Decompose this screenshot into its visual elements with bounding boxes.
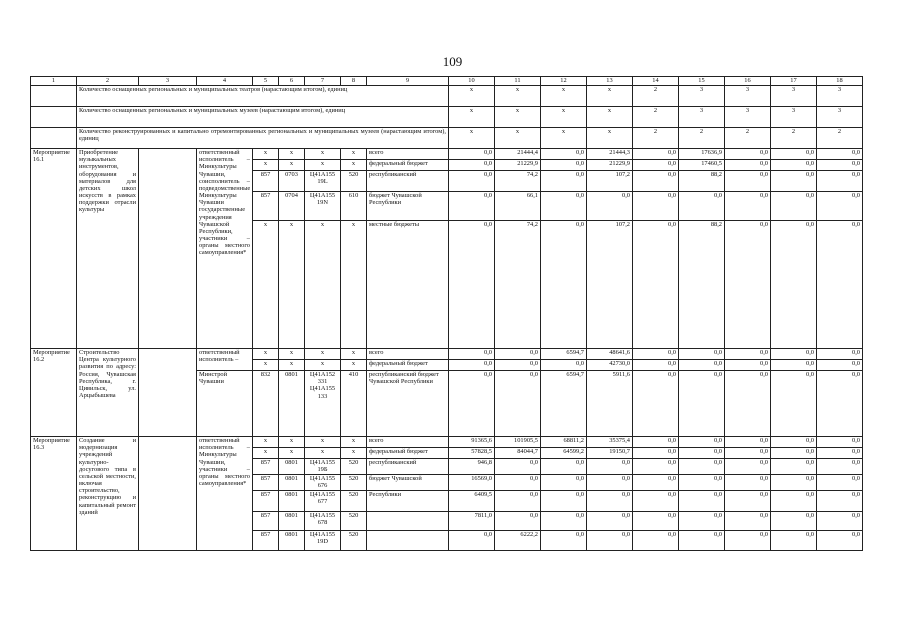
amount-cell: 0,0 — [541, 475, 587, 491]
amount-cell: 0,0 — [725, 531, 771, 551]
amount-cell: 0,0 — [541, 360, 587, 371]
amount-cell: 17460,5 — [679, 160, 725, 171]
amount-cell: 0,0 — [633, 160, 679, 171]
code-type: x — [341, 160, 367, 171]
indicator-value: 3 — [679, 86, 725, 107]
indicator-value: x — [541, 107, 587, 128]
indicator-value: x — [541, 86, 587, 107]
code-target: Ц41А155 676 — [305, 475, 341, 491]
table-cell — [139, 149, 197, 349]
measure-name: Приобретение музыкальных инструментов, оборудования и материалов для детских школ искусств в рамках поддержки отрасли культуры — [77, 149, 139, 349]
funding-source — [367, 531, 449, 551]
code-target: x — [305, 448, 341, 459]
header-cell: 13 — [587, 77, 633, 86]
header-cell: 15 — [679, 77, 725, 86]
code-target: Ц41А155 19L — [305, 171, 341, 192]
funding-source: всего — [367, 349, 449, 360]
indicator-value: 2 — [633, 128, 679, 149]
amount-cell: 0,0 — [771, 349, 817, 360]
code-target: x — [305, 360, 341, 371]
amount-cell: 0,0 — [633, 512, 679, 531]
amount-cell: 0,0 — [725, 192, 771, 221]
amount-cell: 0,0 — [771, 491, 817, 512]
funding-source: федеральный бюджет — [367, 160, 449, 171]
amount-cell: 0,0 — [725, 160, 771, 171]
code-grbs: 857 — [253, 475, 279, 491]
amount-cell: 0,0 — [817, 371, 863, 437]
amount-cell: 0,0 — [817, 149, 863, 160]
amount-cell: 0,0 — [679, 475, 725, 491]
indicator-row — [31, 128, 863, 149]
header-cell: 1 — [31, 77, 77, 86]
page-number: 109 — [442, 54, 463, 69]
code-target: Ц41А155 678 — [305, 512, 341, 531]
code-grbs: 857 — [253, 459, 279, 475]
measure-row — [31, 349, 863, 360]
code-grbs: x — [253, 349, 279, 360]
amount-cell: 64599,2 — [541, 448, 587, 459]
amount-cell: 0,0 — [679, 531, 725, 551]
amount-cell: 0,0 — [817, 349, 863, 360]
indicator-value: x — [449, 86, 495, 107]
amount-cell: 0,0 — [725, 491, 771, 512]
indicator-value: 2 — [725, 128, 771, 149]
code-grbs: 857 — [253, 512, 279, 531]
indicator-value: 3 — [679, 107, 725, 128]
indicator-value: x — [587, 107, 633, 128]
amount-cell: 0,0 — [817, 171, 863, 192]
amount-cell: 0,0 — [817, 192, 863, 221]
amount-cell: 0,0 — [679, 371, 725, 437]
funding-source: бюджет Чувашской — [367, 475, 449, 491]
amount-cell: 0,0 — [817, 160, 863, 171]
indicator-value: 3 — [817, 107, 863, 128]
code-section: x — [279, 221, 305, 349]
amount-cell: 0,0 — [771, 512, 817, 531]
amount-cell: 0,0 — [725, 349, 771, 360]
amount-cell: 0,0 — [541, 149, 587, 160]
code-type: x — [341, 149, 367, 160]
indicator-text: Количество оснащенных региональных и муниципальных музеев (нарастающим итогом), единиц — [77, 107, 449, 128]
amount-cell: 0,0 — [725, 371, 771, 437]
header-cell: 4 — [197, 77, 253, 86]
code-target: x — [305, 149, 341, 160]
funding-source: республиканский — [367, 171, 449, 192]
amount-cell: 6409,5 — [449, 491, 495, 512]
funding-source: всего — [367, 149, 449, 160]
amount-cell: 0,0 — [725, 437, 771, 448]
code-type: x — [341, 349, 367, 360]
measure-executor: ответственный исполнитель – — [197, 349, 253, 371]
amount-cell: 6594,7 — [541, 349, 587, 360]
amount-cell: 0,0 — [633, 149, 679, 160]
code-grbs: x — [253, 221, 279, 349]
header-cell: 17 — [771, 77, 817, 86]
code-target: Ц41А155 677 — [305, 491, 341, 512]
indicator-value: 2 — [817, 128, 863, 149]
code-grbs: x — [253, 448, 279, 459]
amount-cell: 0,0 — [817, 491, 863, 512]
code-section: 0801 — [279, 459, 305, 475]
header-cell: 18 — [817, 77, 863, 86]
code-type: x — [341, 448, 367, 459]
amount-cell: 7811,0 — [449, 512, 495, 531]
measure-row — [31, 437, 863, 448]
indicator-value: 2 — [633, 107, 679, 128]
code-type: x — [341, 437, 367, 448]
table-cell — [139, 349, 197, 437]
amount-cell: 0,0 — [633, 192, 679, 221]
measure-executor: ответственный исполнитель – Минкультуры Чувашии, соисполнитель – подведомственные Минкультуры Чувашии государственные учреждения Чувашской Республики, участники – органы местного самоуправления* — [197, 149, 253, 349]
amount-cell: 91365,6 — [449, 437, 495, 448]
indicator-value: 2 — [771, 128, 817, 149]
code-type: x — [341, 221, 367, 349]
header-cell: 16 — [725, 77, 771, 86]
amount-cell: 0,0 — [633, 448, 679, 459]
funding-source: республиканский бюджет Чувашской Республики — [367, 371, 449, 437]
measure-executor: Минстрой Чувашии — [197, 371, 253, 437]
amount-cell: 0,0 — [449, 531, 495, 551]
amount-cell: 0,0 — [495, 512, 541, 531]
amount-cell: 0,0 — [541, 192, 587, 221]
amount-cell: 0,0 — [541, 160, 587, 171]
amount-cell: 0,0 — [679, 448, 725, 459]
indicator-value: x — [541, 128, 587, 149]
amount-cell: 66,1 — [495, 192, 541, 221]
code-section: x — [279, 160, 305, 171]
amount-cell: 6222,2 — [495, 531, 541, 551]
indicator-value: x — [449, 128, 495, 149]
indicator-text: Количество оснащенных региональных и муниципальных театров (нарастающим итогом), единиц — [77, 86, 449, 107]
header-cell: 9 — [367, 77, 449, 86]
amount-cell: 0,0 — [495, 371, 541, 437]
amount-cell: 74,2 — [495, 221, 541, 349]
funding-source: местные бюджеты — [367, 221, 449, 349]
code-grbs: x — [253, 360, 279, 371]
code-section: 0801 — [279, 475, 305, 491]
funding-source: республиканский — [367, 459, 449, 475]
amount-cell: 0,0 — [771, 371, 817, 437]
code-target: Ц41А155 19D — [305, 531, 341, 551]
code-grbs: x — [253, 437, 279, 448]
indicator-value: x — [495, 107, 541, 128]
amount-cell: 0,0 — [817, 360, 863, 371]
amount-cell: 0,0 — [679, 491, 725, 512]
amount-cell: 0,0 — [771, 221, 817, 349]
indicator-value: 3 — [725, 107, 771, 128]
funding-source: федеральный бюджет — [367, 448, 449, 459]
code-grbs: 857 — [253, 531, 279, 551]
amount-cell: 107,2 — [587, 171, 633, 192]
amount-cell: 0,0 — [495, 360, 541, 371]
indicator-value: 2 — [633, 86, 679, 107]
header-cell: 5 — [253, 77, 279, 86]
code-type: 610 — [341, 192, 367, 221]
funding-source: бюджет Чувашской Республики — [367, 192, 449, 221]
indicator-text: Количество реконструированных и капитально отремонтированных региональных и муниципальных музеев (нарастающим итогом), единиц — [77, 128, 449, 149]
amount-cell: 0,0 — [587, 512, 633, 531]
code-grbs: 857 — [253, 491, 279, 512]
code-grbs: 857 — [253, 171, 279, 192]
amount-cell: 0,0 — [817, 512, 863, 531]
amount-cell: 0,0 — [725, 221, 771, 349]
amount-cell: 0,0 — [587, 459, 633, 475]
amount-cell: 0,0 — [541, 512, 587, 531]
amount-cell: 0,0 — [817, 221, 863, 349]
header-cell: 14 — [633, 77, 679, 86]
amount-cell: 0,0 — [725, 149, 771, 160]
amount-cell: 88,2 — [679, 221, 725, 349]
amount-cell: 0,0 — [771, 475, 817, 491]
amount-cell: 0,0 — [449, 149, 495, 160]
amount-cell: 21444,3 — [587, 149, 633, 160]
measure-label: Мероприятие 16.3 — [31, 437, 77, 551]
funding-source: Республики — [367, 491, 449, 512]
amount-cell: 101905,5 — [495, 437, 541, 448]
amount-cell: 0,0 — [541, 459, 587, 475]
amount-cell: 21229,9 — [495, 160, 541, 171]
amount-cell: 0,0 — [449, 360, 495, 371]
amount-cell: 0,0 — [633, 491, 679, 512]
amount-cell: 0,0 — [725, 475, 771, 491]
code-section: 0704 — [279, 192, 305, 221]
measure-row — [31, 149, 863, 160]
code-section: 0703 — [279, 171, 305, 192]
budget-table — [30, 76, 863, 551]
code-target: x — [305, 221, 341, 349]
amount-cell: 0,0 — [449, 221, 495, 349]
indicator-value: 3 — [771, 107, 817, 128]
indicator-row — [31, 107, 863, 128]
amount-cell: 0,0 — [633, 349, 679, 360]
amount-cell: 0,0 — [495, 459, 541, 475]
code-type: 520 — [341, 475, 367, 491]
amount-cell: 0,0 — [771, 531, 817, 551]
amount-cell: 0,0 — [771, 192, 817, 221]
amount-cell: 84044,7 — [495, 448, 541, 459]
code-grbs: 857 — [253, 192, 279, 221]
amount-cell: 0,0 — [541, 531, 587, 551]
amount-cell: 5911,6 — [587, 371, 633, 437]
code-section: x — [279, 349, 305, 360]
amount-cell: 0,0 — [771, 448, 817, 459]
amount-cell: 0,0 — [541, 491, 587, 512]
table-cell — [31, 86, 77, 107]
code-target: x — [305, 349, 341, 360]
amount-cell: 0,0 — [495, 349, 541, 360]
measure-executor: ответственный исполнитель – Минкультуры Чувашии, участники – органы местного самоуправления* — [197, 437, 253, 551]
indicator-value: 3 — [771, 86, 817, 107]
code-type: 520 — [341, 459, 367, 475]
amount-cell: 0,0 — [679, 437, 725, 448]
code-type: 520 — [341, 491, 367, 512]
amount-cell: 0,0 — [679, 512, 725, 531]
code-grbs: 832 — [253, 371, 279, 437]
header-row — [31, 77, 863, 86]
indicator-value: 2 — [679, 128, 725, 149]
amount-cell: 946,8 — [449, 459, 495, 475]
amount-cell: 6594,7 — [541, 371, 587, 437]
measure-name: Создание и модернизация учреждений культурно-досугового типа в сельской местности, включая строительство, реконструкцию и капитальный ремонт зданий — [77, 437, 139, 551]
code-section: 0801 — [279, 371, 305, 437]
code-type: 520 — [341, 531, 367, 551]
amount-cell: 0,0 — [633, 475, 679, 491]
header-cell: 12 — [541, 77, 587, 86]
amount-cell: 42730,0 — [587, 360, 633, 371]
amount-cell: 68811,2 — [541, 437, 587, 448]
amount-cell: 0,0 — [633, 360, 679, 371]
indicator-value: x — [587, 86, 633, 107]
indicator-value: x — [449, 107, 495, 128]
amount-cell: 0,0 — [725, 512, 771, 531]
amount-cell: 0,0 — [725, 459, 771, 475]
header-cell: 3 — [139, 77, 197, 86]
code-target: x — [305, 160, 341, 171]
amount-cell: 0,0 — [817, 475, 863, 491]
amount-cell: 0,0 — [495, 491, 541, 512]
amount-cell: 0,0 — [449, 349, 495, 360]
amount-cell: 0,0 — [449, 371, 495, 437]
indicator-value: x — [495, 128, 541, 149]
amount-cell: 107,2 — [587, 221, 633, 349]
amount-cell: 35375,4 — [587, 437, 633, 448]
amount-cell: 0,0 — [817, 459, 863, 475]
indicator-value: 3 — [725, 86, 771, 107]
code-grbs: x — [253, 160, 279, 171]
measure-name: Строительство Центра культурного развития по адресу: Россия, Чувашская Республика, г. Цивильск, ул. Арцыбышева — [77, 349, 139, 437]
amount-cell: 0,0 — [817, 531, 863, 551]
amount-cell: 21229,9 — [587, 160, 633, 171]
amount-cell: 88,2 — [679, 171, 725, 192]
amount-cell: 0,0 — [449, 192, 495, 221]
code-target: Ц41А152 331 Ц41А155 133 — [305, 371, 341, 437]
amount-cell: 0,0 — [771, 160, 817, 171]
code-section: 0801 — [279, 531, 305, 551]
indicator-value: 3 — [817, 86, 863, 107]
amount-cell: 0,0 — [587, 192, 633, 221]
amount-cell: 0,0 — [495, 475, 541, 491]
amount-cell: 0,0 — [587, 475, 633, 491]
amount-cell: 0,0 — [771, 437, 817, 448]
measure-label: Мероприятие 16.1 — [31, 149, 77, 349]
amount-cell: 0,0 — [725, 171, 771, 192]
code-section: x — [279, 360, 305, 371]
amount-cell: 0,0 — [725, 448, 771, 459]
code-type: 520 — [341, 171, 367, 192]
code-section: x — [279, 149, 305, 160]
code-target: Ц41А155 19Б — [305, 459, 341, 475]
amount-cell: 0,0 — [679, 192, 725, 221]
code-grbs: x — [253, 149, 279, 160]
amount-cell: 0,0 — [587, 531, 633, 551]
table-cell — [31, 107, 77, 128]
amount-cell: 0,0 — [633, 221, 679, 349]
funding-source: всего — [367, 437, 449, 448]
table-cell — [139, 437, 197, 551]
header-cell: 2 — [77, 77, 139, 86]
code-type: 410 — [341, 371, 367, 437]
amount-cell: 0,0 — [633, 459, 679, 475]
amount-cell: 0,0 — [679, 459, 725, 475]
amount-cell: 0,0 — [679, 349, 725, 360]
amount-cell: 0,0 — [449, 160, 495, 171]
code-type: 520 — [341, 512, 367, 531]
amount-cell: 48641,6 — [587, 349, 633, 360]
header-cell: 10 — [449, 77, 495, 86]
header-cell: 7 — [305, 77, 341, 86]
code-target: Ц41А155 19N — [305, 192, 341, 221]
amount-cell: 0,0 — [633, 371, 679, 437]
indicator-value: x — [587, 128, 633, 149]
header-cell: 8 — [341, 77, 367, 86]
amount-cell: 0,0 — [771, 171, 817, 192]
amount-cell: 0,0 — [633, 171, 679, 192]
amount-cell: 74,2 — [495, 171, 541, 192]
amount-cell: 17636,9 — [679, 149, 725, 160]
amount-cell: 0,0 — [817, 448, 863, 459]
funding-source — [367, 512, 449, 531]
indicator-value: x — [495, 86, 541, 107]
amount-cell: 0,0 — [587, 491, 633, 512]
amount-cell: 21444,4 — [495, 149, 541, 160]
measure-label: Мероприятие 16.2 — [31, 349, 77, 437]
amount-cell: 57828,5 — [449, 448, 495, 459]
code-type: x — [341, 360, 367, 371]
amount-cell: 0,0 — [771, 149, 817, 160]
amount-cell: 19150,7 — [587, 448, 633, 459]
amount-cell: 0,0 — [817, 437, 863, 448]
header-cell: 11 — [495, 77, 541, 86]
amount-cell: 0,0 — [541, 171, 587, 192]
code-section: 0801 — [279, 491, 305, 512]
code-section: x — [279, 448, 305, 459]
amount-cell: 16569,0 — [449, 475, 495, 491]
indicator-row — [31, 86, 863, 107]
table-cell — [31, 128, 77, 149]
amount-cell: 0,0 — [725, 360, 771, 371]
amount-cell: 0,0 — [541, 221, 587, 349]
code-target: x — [305, 437, 341, 448]
amount-cell: 0,0 — [633, 437, 679, 448]
amount-cell: 0,0 — [771, 360, 817, 371]
amount-cell: 0,0 — [679, 360, 725, 371]
amount-cell: 0,0 — [633, 531, 679, 551]
code-section: 0801 — [279, 512, 305, 531]
code-section: x — [279, 437, 305, 448]
funding-source: федеральный бюджет — [367, 360, 449, 371]
header-cell: 6 — [279, 77, 305, 86]
amount-cell: 0,0 — [771, 459, 817, 475]
amount-cell: 0,0 — [449, 171, 495, 192]
